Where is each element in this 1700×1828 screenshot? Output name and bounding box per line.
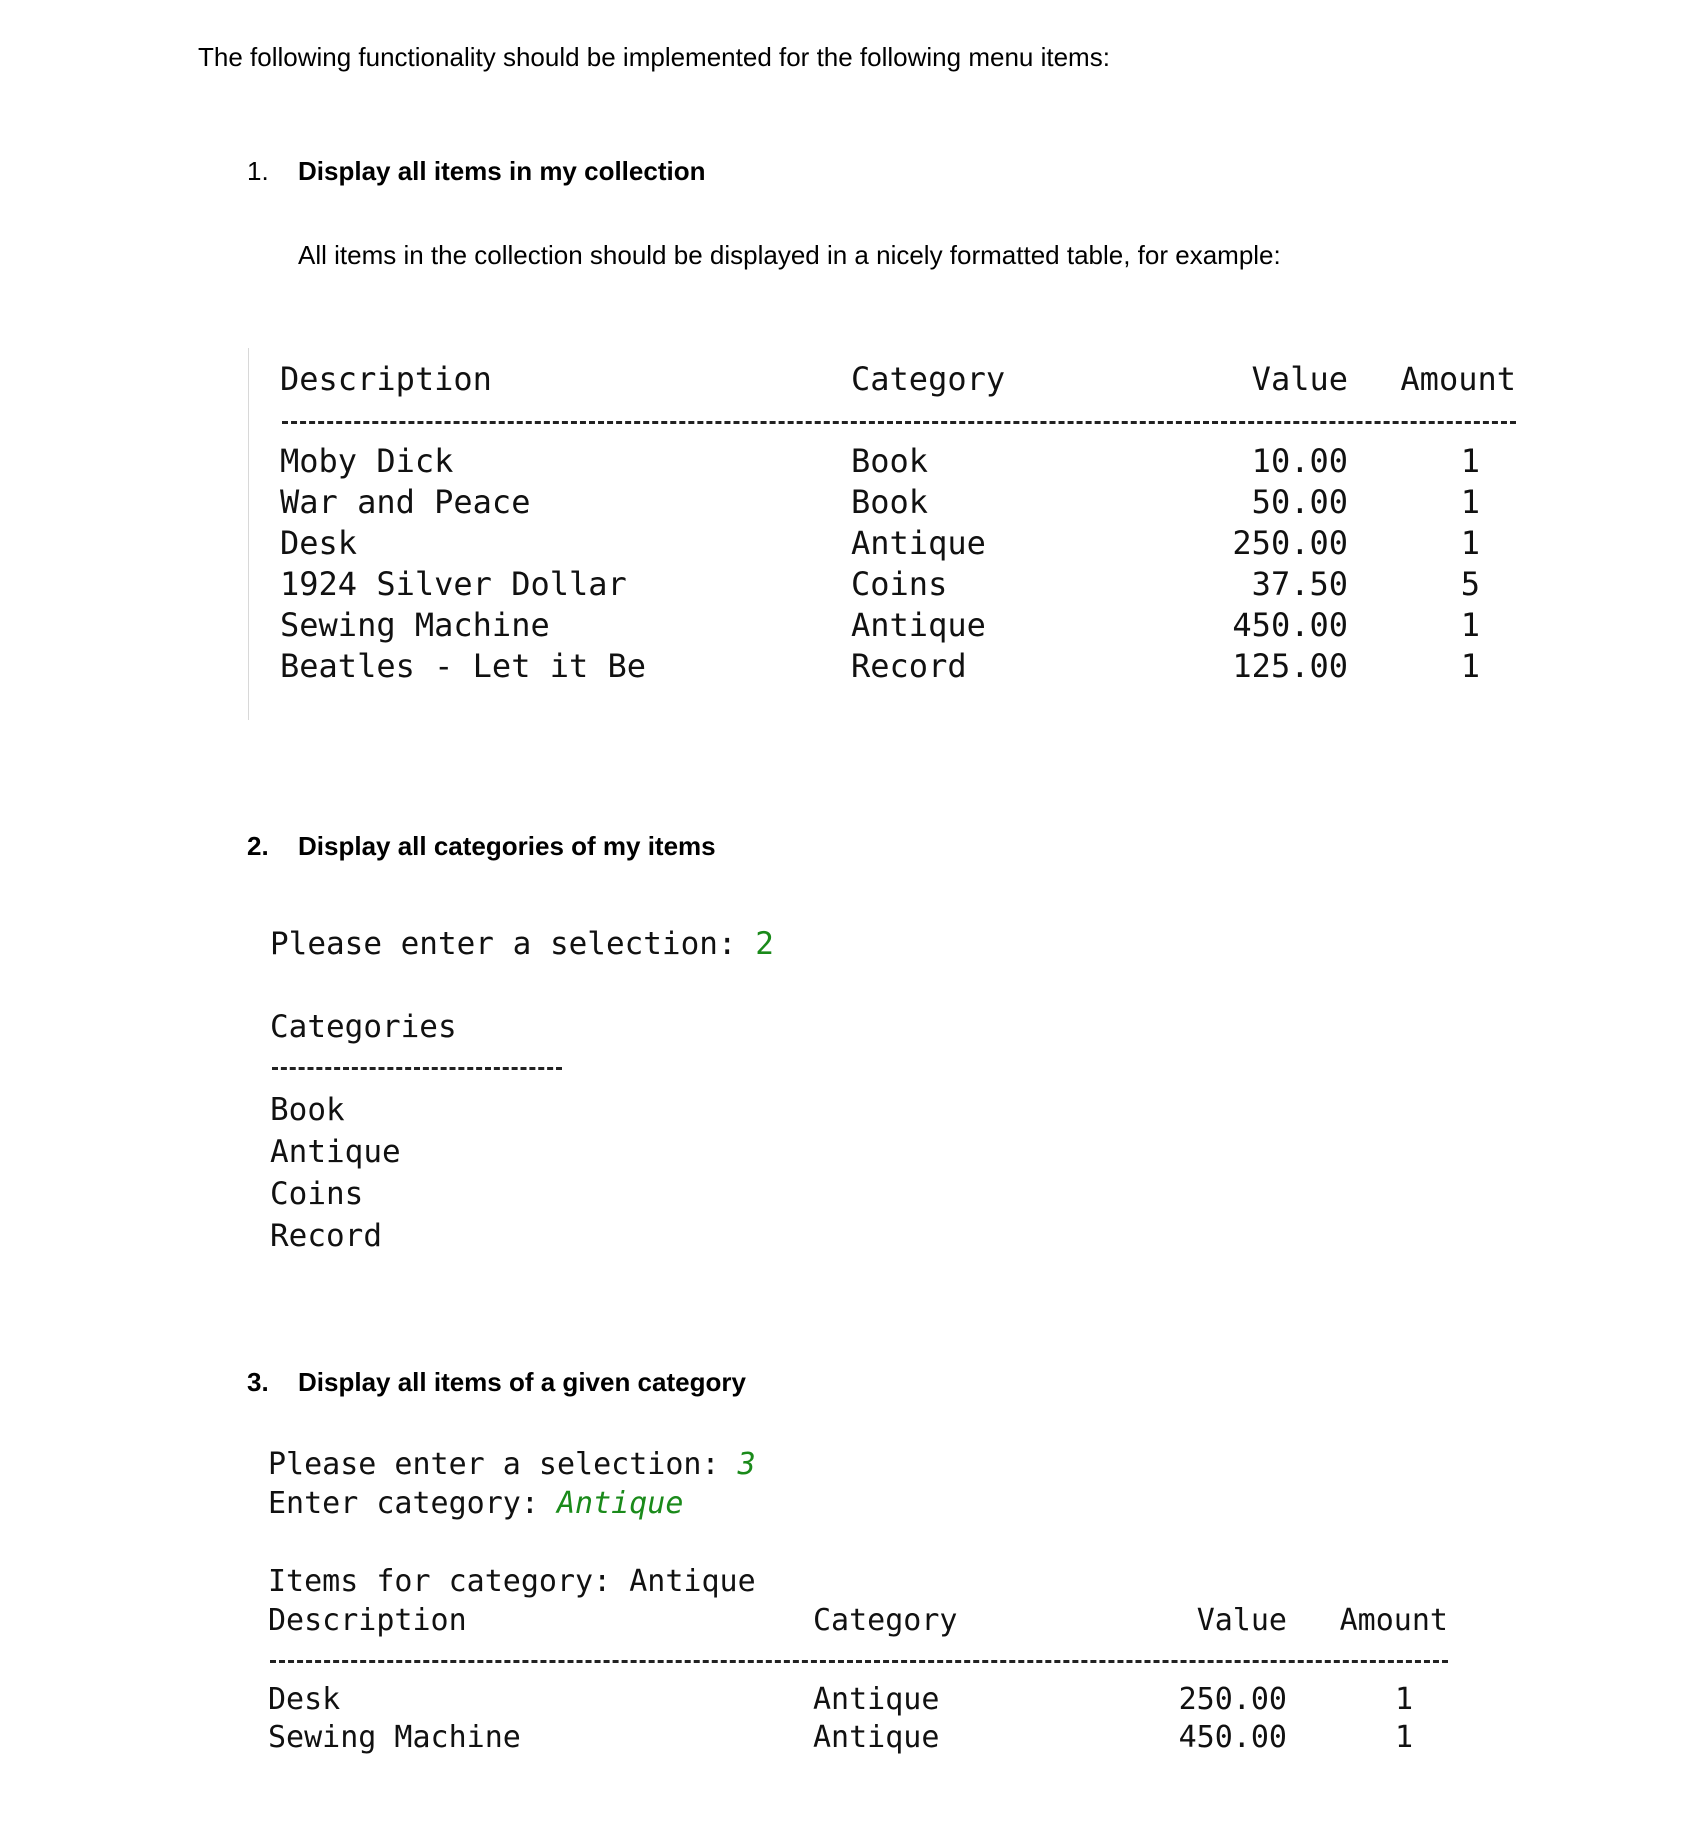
cell-category: Book bbox=[851, 442, 929, 480]
header-value: Value bbox=[1196, 1603, 1287, 1638]
prompt-text: Please enter a selection: bbox=[270, 926, 756, 962]
cell-amount: 1 bbox=[1460, 647, 1480, 685]
prompt-text: Please enter a selection: bbox=[268, 1447, 738, 1482]
cell-category: Book bbox=[851, 483, 929, 521]
cell-description: Beatles - Let it Be bbox=[280, 647, 647, 685]
cell-value: 250.00 bbox=[1178, 1682, 1287, 1717]
list-item: Antique bbox=[270, 1134, 401, 1170]
cell-category: Antique bbox=[851, 524, 986, 562]
user-input: 3 bbox=[737, 1447, 756, 1482]
cell-description: Sewing Machine bbox=[280, 606, 550, 644]
section-1-description: All items in the collection should be displayed in a nicely formatted table, for example: bbox=[298, 240, 1281, 270]
categories-title: Categories bbox=[270, 1009, 457, 1045]
cell-amount: 1 bbox=[1460, 483, 1480, 521]
header-amount: Amount bbox=[1339, 1603, 1448, 1638]
section-3-heading: Display all items of a given category bbox=[298, 1367, 746, 1397]
section-1-heading: Display all items in my collection bbox=[298, 156, 706, 186]
header-category: Category bbox=[813, 1603, 958, 1638]
cell-value: 450.00 bbox=[1232, 606, 1348, 644]
cell-description: Sewing Machine bbox=[268, 1720, 521, 1755]
header-description: Description bbox=[280, 360, 492, 398]
cell-value: 10.00 bbox=[1251, 442, 1348, 480]
cell-description: Moby Dick bbox=[280, 442, 454, 480]
header-divider bbox=[282, 421, 1516, 424]
cell-amount: 1 bbox=[1394, 1682, 1413, 1717]
cell-category: Coins bbox=[851, 565, 948, 603]
cell-value: 50.00 bbox=[1251, 483, 1348, 521]
list-item: Coins bbox=[270, 1176, 364, 1212]
category-prompt bbox=[268, 1486, 683, 1521]
cell-category: Antique bbox=[813, 1682, 940, 1717]
user-input: 2 bbox=[755, 926, 774, 962]
list-item: Book bbox=[270, 1092, 345, 1128]
header-description: Description bbox=[268, 1603, 467, 1638]
header-amount: Amount bbox=[1400, 360, 1516, 398]
cell-value: 450.00 bbox=[1178, 1720, 1287, 1755]
header-divider bbox=[270, 1660, 1448, 1663]
cell-description: 1924 Silver Dollar bbox=[280, 565, 627, 603]
terminal-edge bbox=[248, 348, 249, 720]
cell-description: War and Peace bbox=[280, 483, 531, 521]
cell-value: 37.50 bbox=[1251, 565, 1348, 603]
prompt-text: Enter category: bbox=[268, 1486, 557, 1521]
selection-prompt bbox=[268, 1447, 756, 1482]
cell-category: Record bbox=[851, 647, 967, 685]
list-item: Record bbox=[270, 1218, 382, 1254]
section-1-number: 1. bbox=[247, 156, 269, 186]
cell-category: Antique bbox=[851, 606, 986, 644]
cell-amount: 1 bbox=[1460, 606, 1480, 644]
intro-text: The following functionality should be implemented for the following menu items: bbox=[198, 42, 1110, 72]
cell-amount: 5 bbox=[1460, 565, 1480, 603]
cell-description: Desk bbox=[268, 1682, 341, 1717]
result-title: Items for category: Antique bbox=[268, 1564, 756, 1599]
cell-value: 250.00 bbox=[1232, 524, 1348, 562]
categories-divider bbox=[272, 1067, 562, 1070]
cell-amount: 1 bbox=[1394, 1720, 1413, 1755]
user-input: Antique bbox=[556, 1486, 684, 1521]
header-value: Value bbox=[1251, 360, 1348, 398]
section-2-heading: Display all categories of my items bbox=[298, 831, 716, 861]
selection-prompt bbox=[270, 926, 774, 962]
header-category: Category bbox=[851, 360, 1006, 398]
cell-amount: 1 bbox=[1460, 524, 1480, 562]
section-3-number: 3. bbox=[247, 1367, 269, 1397]
cell-amount: 1 bbox=[1460, 442, 1480, 480]
section-2-number: 2. bbox=[247, 831, 269, 861]
cell-description: Desk bbox=[280, 524, 358, 562]
cell-category: Antique bbox=[813, 1720, 940, 1755]
cell-value: 125.00 bbox=[1232, 647, 1348, 685]
